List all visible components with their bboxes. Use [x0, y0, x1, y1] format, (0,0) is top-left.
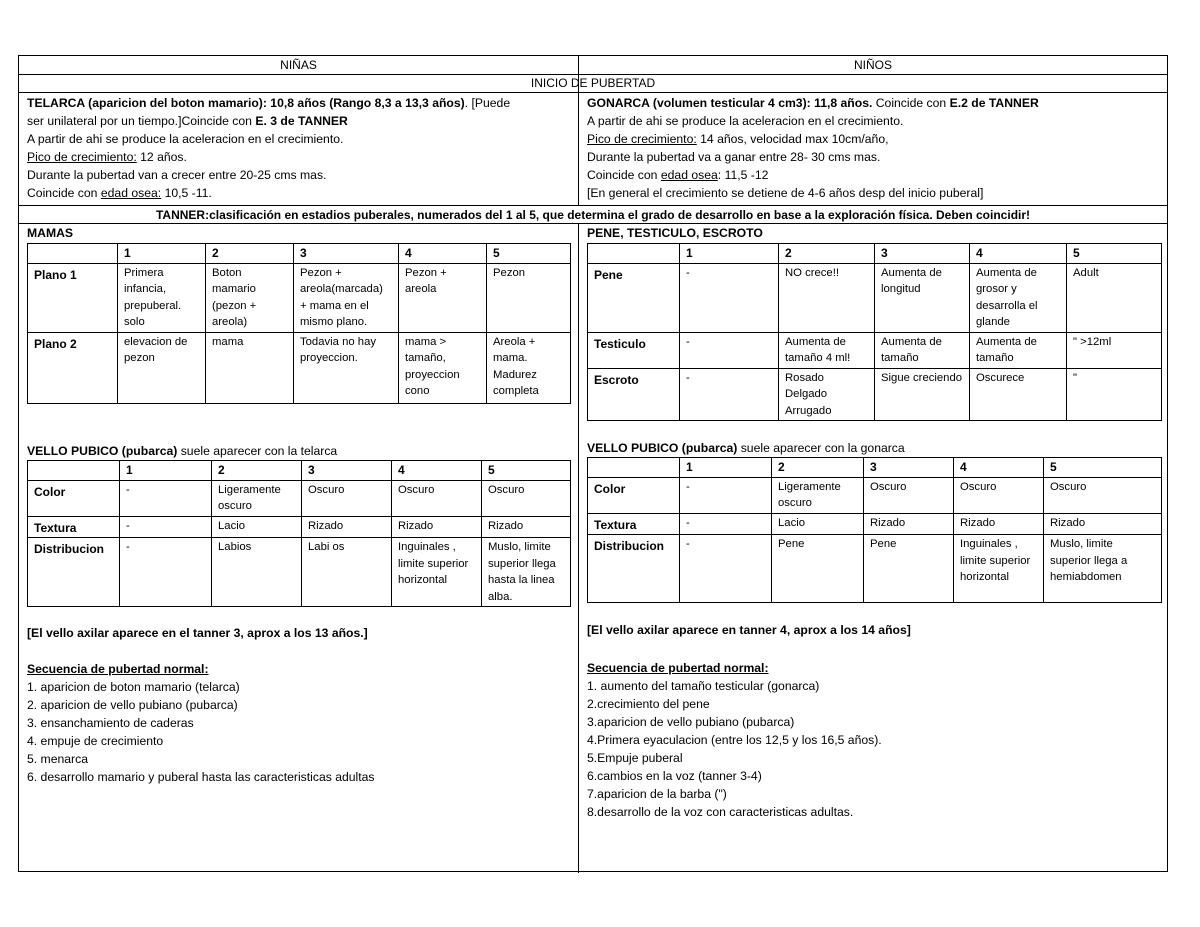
table-header-row: [28, 461, 571, 481]
table-row: [588, 368, 1162, 421]
row-label: Plano 2: [28, 332, 118, 403]
row-label: Pene: [588, 263, 680, 332]
table-row: [28, 480, 571, 516]
table-header-cell: 5: [1044, 458, 1162, 478]
table-header-cell: 1: [680, 244, 779, 264]
table-row: [28, 516, 571, 538]
table-cell: Adult: [1067, 263, 1162, 332]
table-cell: elevacion de pezon: [118, 332, 206, 403]
table-cell: Sigue creciendo: [875, 368, 970, 421]
table-cell: Todavia no hay proyeccion.: [294, 332, 399, 403]
table-cell: Rosado Delgado Arrugado: [779, 368, 875, 421]
boys-intro: GONARCA (volumen testicular 4 cm3): 11,8 años. Coincide con E.2 de TANNER A partir de ahi se produce la aceleracion en el crecimiento. Pico de crecimiento: 14 años, velocidad max 10cm/año, Durante la pubertad va a ganar entre 28- 30 cms mas. Coincide con edad osea: 11,5 -12 [En general el crecimiento se detiene de 4-6 años desp del inicio puberal]: [587, 96, 1039, 200]
table-header-cell: 4: [970, 244, 1067, 264]
row-label: Distribucion: [28, 538, 120, 607]
table-cell: Pezon + areola: [399, 263, 487, 332]
vello-girls-table: [27, 460, 571, 607]
table-header-cell: 5: [1067, 244, 1162, 264]
girls-intro: TELARCA (aparicion del boton mamario): 10,8 años (Rango 8,3 a 13,3 años). [Puede ser unilateral por un tiempo.]Coincide con E. 3 de TANNER A partir de ahi se produce la aceleracion en el crecimiento. Pico de crecimiento: 12 años. Durante la pubertad van a crecer entre 20-25 cms mas. Coincide con edad osea: 10,5 -11.: [27, 96, 511, 200]
row-label: Plano 1: [28, 263, 118, 332]
table-header-cell: 4: [954, 458, 1044, 478]
table-cell: -: [680, 477, 772, 513]
table-cell: NO crece!!: [779, 263, 875, 332]
table-header-cell: 2: [772, 458, 864, 478]
table-cell: mama > tamaño, proyeccion cono: [399, 332, 487, 403]
pene-table: [587, 243, 1162, 421]
list-item: 6.cambios en la voz (tanner 3-4): [587, 769, 762, 783]
table-cell: " >12ml: [1067, 332, 1162, 368]
list-item: 5. menarca: [27, 752, 88, 766]
table-cell: Rizado: [302, 516, 392, 538]
list-item: 8.desarrollo de la voz con caracteristicas adultas.: [587, 805, 854, 819]
table-cell: Pezon: [487, 263, 571, 332]
table-row: [28, 332, 571, 403]
list-item: 2. aparicion de vello pubiano (pubarca): [27, 698, 238, 712]
table-cell: [588, 244, 680, 264]
table-row: [588, 513, 1162, 535]
list-item: 6. desarrollo mamario y puberal hasta las caracteristicas adultas: [27, 770, 375, 784]
axilar-boys-note: [El vello axilar aparece en tanner 4, aprox a los 14 años]: [587, 623, 911, 637]
mamas-table: [27, 243, 571, 404]
table-row: [28, 538, 571, 607]
table-header-cell: 3: [864, 458, 954, 478]
pene-title: PENE, TESTICULO, ESCROTO: [587, 226, 763, 240]
list-item: 5.Empuje puberal: [587, 751, 683, 765]
table-cell: Oscuro: [1044, 477, 1162, 513]
table-header-row: [588, 458, 1162, 478]
table-cell: Rizado: [1044, 513, 1162, 535]
table-cell: Aumenta de grosor y desarrolla el glande: [970, 263, 1067, 332]
table-cell: Aumenta de tamaño: [970, 332, 1067, 368]
list-item: 1. aparicion de boton mamario (telarca): [27, 680, 240, 694]
table-cell: [28, 244, 118, 264]
table-row: [588, 477, 1162, 513]
table-cell: Muslo, limite superior llega a hemiabdomen: [1044, 535, 1162, 603]
table-cell: Rizado: [482, 516, 571, 538]
vello-boys-table: [587, 457, 1162, 603]
table-cell: Labios: [212, 538, 302, 607]
column-divider: [578, 223, 579, 873]
list-item: 3.aparicion de vello pubiano (pubarca): [587, 715, 795, 729]
mamas-title: MAMAS: [27, 226, 74, 240]
list-item: 4.Primera eyaculacion (entre los 12,5 y los 16,5 años).: [587, 733, 882, 747]
column-divider: [578, 56, 579, 205]
table-header-cell: 2: [206, 244, 294, 264]
divider: [19, 74, 1167, 75]
table-header-cell: 1: [118, 244, 206, 264]
table-cell: Labi os: [302, 538, 392, 607]
seq-girls-title: Secuencia de pubertad normal:: [27, 662, 209, 676]
table-header-cell: 2: [779, 244, 875, 264]
table-cell: Aumenta de tamaño 4 ml!: [779, 332, 875, 368]
table-cell: -: [120, 516, 212, 538]
table-cell: -: [680, 368, 779, 421]
table-header-row: [28, 244, 571, 264]
table-cell: Muslo, limite superior llega hasta la linea alba.: [482, 538, 571, 607]
seq-boys-title: Secuencia de pubertad normal:: [587, 661, 769, 675]
row-label: Textura: [588, 513, 680, 535]
table-header-row: [588, 244, 1162, 264]
table-cell: Oscuro: [482, 480, 571, 516]
table-cell: Inguinales , limite superior horizontal: [954, 535, 1044, 603]
axilar-girls-note: [El vello axilar aparece en el tanner 3, aprox a los 13 años.]: [27, 626, 368, 640]
seq-boys: [587, 659, 1165, 821]
table-cell: Aumenta de longitud: [875, 263, 970, 332]
table-row: [28, 263, 571, 332]
row-label: Textura: [28, 516, 120, 538]
table-cell: Oscuro: [392, 480, 482, 516]
list-item: 7.aparicion de la barba ("): [587, 787, 727, 801]
table-row: [588, 332, 1162, 368]
table-header-cell: 2: [212, 461, 302, 481]
table-cell: Inguinales , limite superior horizontal: [392, 538, 482, 607]
table-header-cell: 1: [680, 458, 772, 478]
table-cell: Oscuro: [954, 477, 1044, 513]
list-item: 2.crecimiento del pene: [587, 697, 710, 711]
table-header-cell: 5: [482, 461, 571, 481]
table-header-cell: 4: [392, 461, 482, 481]
row-label: Testiculo: [588, 332, 680, 368]
table-cell: -: [120, 480, 212, 516]
table-cell: Pene: [864, 535, 954, 603]
table-cell: -: [680, 332, 779, 368]
table-cell: Oscuro: [864, 477, 954, 513]
vello-boys-title: VELLO PUBICO (pubarca) suele aparecer con la gonarca: [587, 441, 905, 455]
table-cell: Boton mamario (pezon + areola): [206, 263, 294, 332]
table-row: [588, 535, 1162, 603]
header-inicio-pubertad: INICIO DE PUBERTAD: [530, 76, 656, 90]
list-item: 3. ensanchamiento de caderas: [27, 716, 194, 730]
row-label: Distribucion: [588, 535, 680, 603]
list-item: 1. aumento del tamaño testicular (gonarca): [587, 679, 820, 693]
table-cell: [588, 458, 680, 478]
table-cell: Oscurece: [970, 368, 1067, 421]
table-header-cell: 3: [875, 244, 970, 264]
table-cell: Primera infancia, prepuberal. solo: [118, 263, 206, 332]
table-cell: mama: [206, 332, 294, 403]
table-row: [588, 263, 1162, 332]
table-cell: Ligeramente oscuro: [212, 480, 302, 516]
header-ninas: NIÑAS: [280, 58, 317, 72]
table-cell: Pene: [772, 535, 864, 603]
table-cell: -: [680, 263, 779, 332]
table-header-cell: 3: [302, 461, 392, 481]
table-cell: Oscuro: [302, 480, 392, 516]
seq-girls: [27, 660, 575, 786]
document-page: [18, 55, 1168, 872]
row-label: Color: [28, 480, 120, 516]
table-cell: Rizado: [954, 513, 1044, 535]
table-header-cell: 4: [399, 244, 487, 264]
tanner-title: TANNER:clasificación en estadios puberales, numerados del 1 al 5, que determina el grado de desarrollo en base a la exploración física. Deben coincidir!: [155, 208, 1031, 222]
header-ninos: NIÑOS: [853, 58, 892, 72]
table-cell: Ligeramente oscuro: [772, 477, 864, 513]
table-cell: [28, 461, 120, 481]
table-cell: Rizado: [864, 513, 954, 535]
table-cell: Areola + mama. Madurez completa: [487, 332, 571, 403]
row-label: Color: [588, 477, 680, 513]
list-item: 4. empuje de crecimiento: [27, 734, 164, 748]
table-cell: -: [120, 538, 212, 607]
table-cell: Aumenta de tamaño: [875, 332, 970, 368]
table-cell: Lacio: [772, 513, 864, 535]
table-cell: Pezon + areola(marcada) + mama en el mismo plano.: [294, 263, 399, 332]
table-cell: Rizado: [392, 516, 482, 538]
vello-girls-title: VELLO PUBICO (pubarca) suele aparecer con la telarca: [27, 444, 338, 458]
table-cell: -: [680, 535, 772, 603]
table-header-cell: 5: [487, 244, 571, 264]
table-cell: ": [1067, 368, 1162, 421]
table-cell: Lacio: [212, 516, 302, 538]
table-cell: -: [680, 513, 772, 535]
row-label: Escroto: [588, 368, 680, 421]
table-header-cell: 1: [120, 461, 212, 481]
table-header-cell: 3: [294, 244, 399, 264]
divider: [19, 92, 1167, 93]
